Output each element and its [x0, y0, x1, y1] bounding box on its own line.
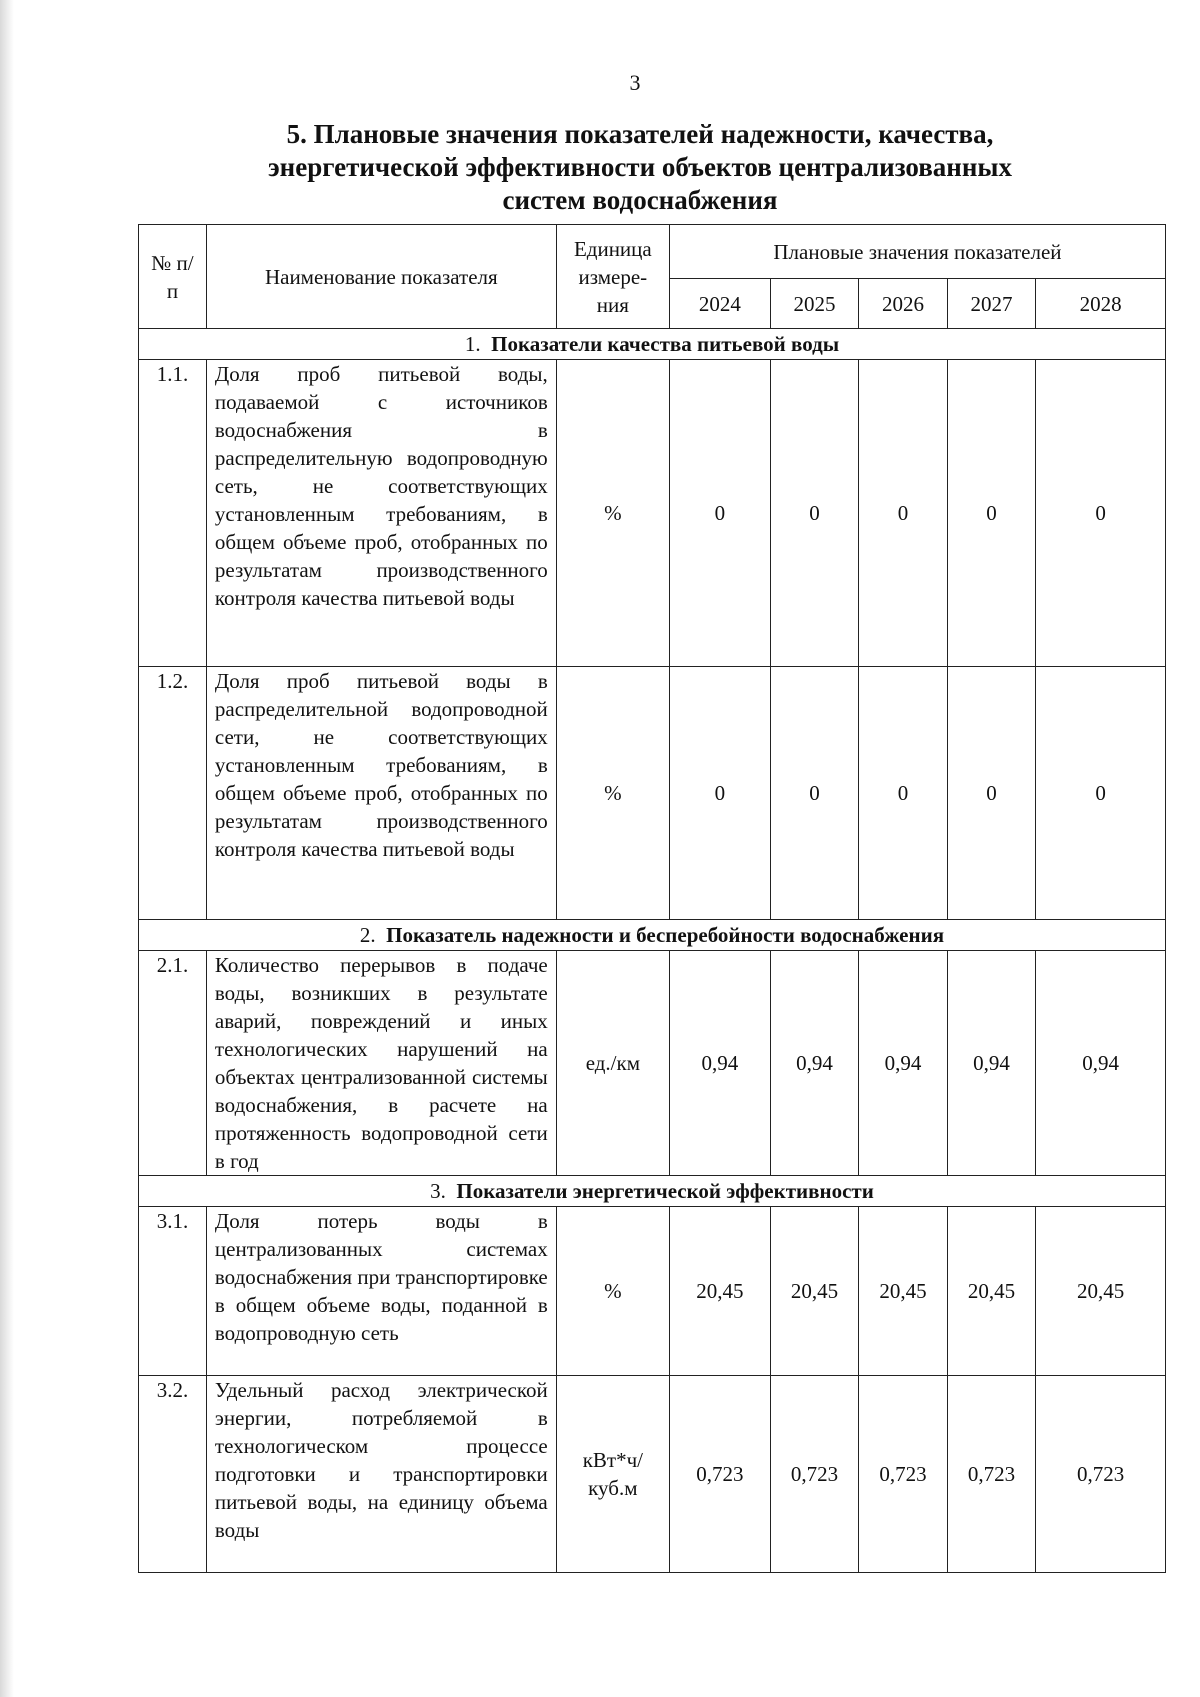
row-value: 20,45 [1036, 1207, 1166, 1376]
row-name: Удельный расход электрической энергии, потребляемой в технологическом процессе подготовки и транспортировки питьевой воды, на единицу объема воды [206, 1376, 556, 1573]
scan-edge [0, 0, 14, 1697]
row-number: 2.1. [139, 951, 207, 1176]
section-row [139, 329, 1166, 360]
row-value: 20,45 [770, 1207, 858, 1376]
section-label: Показатели энергетической эффективности [456, 1179, 874, 1203]
header-unit: Единица измере-ния [556, 225, 669, 329]
row-value: 0,94 [859, 951, 947, 1176]
header-year: 2027 [947, 279, 1035, 329]
table-row [139, 1207, 1166, 1376]
row-unit: % [556, 1207, 669, 1376]
section-row [139, 920, 1166, 951]
table-row [139, 667, 1166, 920]
row-name: Доля проб питьевой воды, подаваемой с источников водоснабжения в распределительную водопроводную сеть, не соответствующих установленным требованиям, в общем объеме проб, отобранных по результатам производственного контроля качества питьевой воды [206, 360, 556, 667]
section-label: Показатель надежности и бесперебойности водоснабжения [386, 923, 945, 947]
table-row [139, 951, 1166, 1176]
indicators-table [138, 224, 1166, 1573]
header-year: 2028 [1036, 279, 1166, 329]
row-value: 0 [947, 667, 1035, 920]
row-value: 0,94 [669, 951, 770, 1176]
header-year: 2025 [770, 279, 858, 329]
row-value: 20,45 [669, 1207, 770, 1376]
row-value: 20,45 [859, 1207, 947, 1376]
page-title [230, 118, 1050, 217]
row-value: 0,723 [1036, 1376, 1166, 1573]
row-unit: ед./км [556, 951, 669, 1176]
row-value: 0 [859, 667, 947, 920]
page-title-line: систем водоснабжения [502, 185, 778, 215]
section-label: Показатели качества питьевой воды [491, 332, 840, 356]
row-value: 0 [770, 360, 858, 667]
row-value: 0 [947, 360, 1035, 667]
row-value: 0,94 [770, 951, 858, 1176]
header-number: № п/п [139, 225, 207, 329]
row-value: 0 [1036, 667, 1166, 920]
row-unit: кВт*ч/ куб.м [556, 1376, 669, 1573]
page-title-line: 5. Плановые значения показателей надежности, качества, [286, 119, 994, 149]
header-planned: Плановые значения показателей [669, 225, 1165, 279]
row-name: Количество перерывов в подаче воды, возникших в результате аварий, повреждений и иных технологических нарушений на объектах централизованной системы водоснабжения, в расчете на протяженность водопроводной сети в год [206, 951, 556, 1176]
row-number: 3.1. [139, 1207, 207, 1376]
row-number: 1.2. [139, 667, 207, 920]
header-name: Наименование показателя [206, 225, 556, 329]
row-value: 0,94 [1036, 951, 1166, 1176]
row-number: 3.2. [139, 1376, 207, 1573]
section-title [139, 920, 1166, 951]
section-title [139, 329, 1166, 360]
section-row [139, 1176, 1166, 1207]
row-name: Доля потерь воды в централизованных системах водоснабжения при транспортировке в общем объеме воды, поданной в водопроводную сеть [206, 1207, 556, 1376]
row-value: 0,94 [947, 951, 1035, 1176]
page-title-line: энергетической эффективности объектов централизованных [267, 152, 1012, 182]
row-unit: % [556, 360, 669, 667]
row-value: 0,723 [859, 1376, 947, 1573]
row-value: 0 [770, 667, 858, 920]
page-number: 3 [629, 70, 641, 95]
row-value: 0 [1036, 360, 1166, 667]
row-value: 0,723 [947, 1376, 1035, 1573]
row-unit: % [556, 667, 669, 920]
row-value: 0 [669, 360, 770, 667]
section-title [139, 1176, 1166, 1207]
header-year: 2024 [669, 279, 770, 329]
row-name: Доля проб питьевой воды в распределительной водопроводной сети, не соответствующих установленным требованиям, в общем объеме проб, отобранных по результатам производственного контроля качества питьевой воды [206, 667, 556, 920]
section-number: 2. [359, 923, 376, 947]
section-number: 1. [464, 332, 481, 356]
row-value: 0 [669, 667, 770, 920]
row-value: 0,723 [770, 1376, 858, 1573]
header-year: 2026 [859, 279, 947, 329]
row-value: 0,723 [669, 1376, 770, 1573]
section-number: 3. [430, 1179, 446, 1203]
row-number: 1.1. [139, 360, 207, 667]
row-value: 0 [859, 360, 947, 667]
table-row [139, 1376, 1166, 1573]
row-value: 20,45 [947, 1207, 1035, 1376]
table-row [139, 360, 1166, 667]
